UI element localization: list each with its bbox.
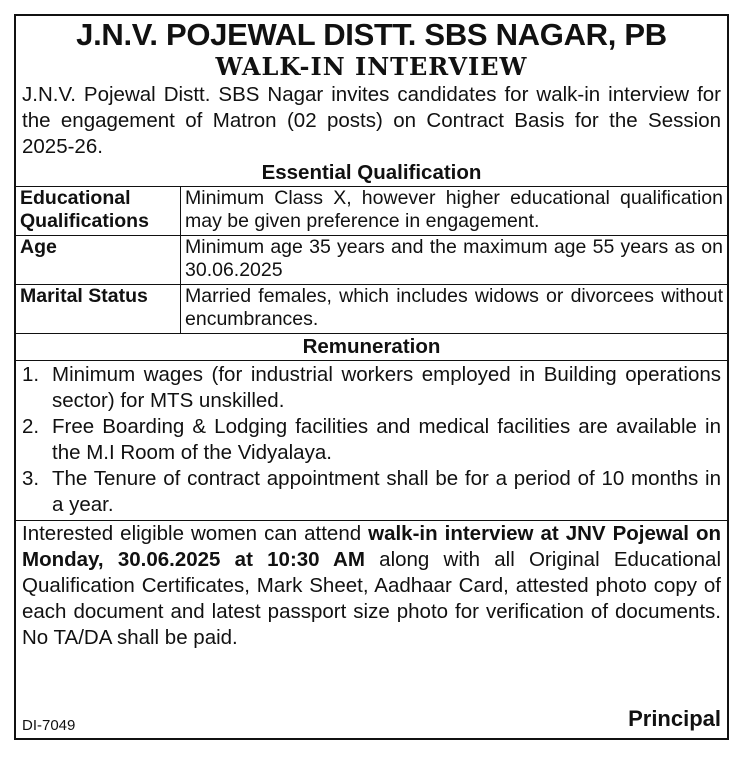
qualification-label: Educational Qualifications xyxy=(16,187,181,236)
list-text: Free Boarding & Lodging facilities and medical facilities are available in the M.I Room of the Vidyalaya. xyxy=(52,415,721,464)
remuneration-heading: Remuneration xyxy=(302,335,441,358)
table-row xyxy=(16,187,727,236)
advertisement-box xyxy=(14,14,729,740)
closing-paragraph xyxy=(16,521,727,651)
di-code: DI-7049 xyxy=(22,717,76,734)
footer xyxy=(22,706,721,736)
signatory: Principal xyxy=(628,706,721,731)
qualification-label: Age xyxy=(16,236,181,285)
list-number: 3. xyxy=(22,467,40,490)
qualification-value: Minimum age 35 years and the maximum age 55 years as on 30.06.2025 xyxy=(181,236,728,285)
remuneration-list xyxy=(16,360,727,521)
intro-paragraph: J.N.V. Pojewal Distt. SBS Nagar invites candidates for walk-in interview for the engagement of Matron (02 posts) on Contract Basis for the Session 2025-26. xyxy=(22,83,721,158)
list-text: Minimum wages (for industrial workers employed in Building operations sector) for MTS unskilled. xyxy=(52,363,721,412)
list-item xyxy=(22,466,721,518)
interview-details: walk-in interview at JNV Pojewal on Monday, 30.06.2025 at 10:30 AM xyxy=(22,522,721,571)
list-text: The Tenure of contract appointment shall be for a period of 10 months in a year. xyxy=(52,467,721,516)
list-number: 1. xyxy=(22,363,40,386)
qualification-value: Minimum Class X, however higher educational qualification may be given preference in engagement. xyxy=(181,187,728,236)
ad-subtitle: WALK-IN INTERVIEW xyxy=(215,52,528,81)
qualification-table xyxy=(16,186,727,334)
closing-text-end: along with all Original Educational Qualification Certificates, Mark Sheet, Aadhaar Card, attested photo copy of each document and latest passport size photo for verification of documents. No TA/DA shall be paid. xyxy=(22,548,721,649)
qualification-value: Married females, which includes widows or divorcees without encumbrances. xyxy=(181,285,728,334)
list-item xyxy=(22,414,721,466)
qualification-heading: Essential Qualification xyxy=(261,161,482,184)
qualification-label: Marital Status xyxy=(16,285,181,334)
list-number: 2. xyxy=(22,415,40,438)
closing-text-start: Interested eligible women can attend xyxy=(22,522,369,545)
ad-title: J.N.V. POJEWAL DISTT. SBS NAGAR, PB xyxy=(76,17,667,52)
table-row xyxy=(16,236,727,285)
table-row xyxy=(16,285,727,334)
list-item xyxy=(22,362,721,414)
